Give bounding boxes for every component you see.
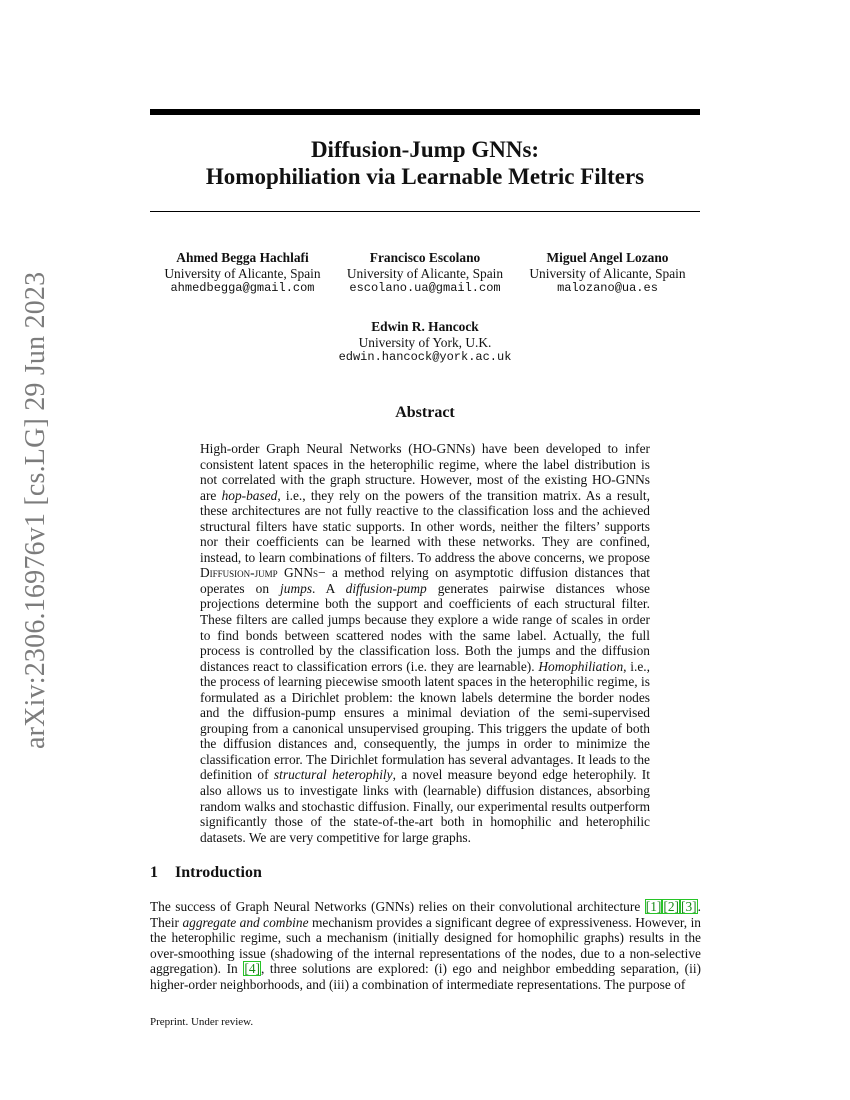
- citation-link[interactable]: [2]: [663, 899, 680, 914]
- intro-text: The success of Graph Neural Networks (GNNs) relies on their convolutional architecture: [150, 899, 645, 914]
- author-email[interactable]: escolano.ua@gmail.com: [349, 281, 501, 295]
- section-heading: [150, 864, 262, 882]
- intro-text: . Their: [150, 899, 701, 930]
- abstract-text: − a method relying on asymptotic diffusion distances that operates on: [200, 565, 651, 596]
- citation-link[interactable]: [3]: [681, 899, 697, 914]
- abstract-text: , a novel measure beyond edge heterophily. It also allows us to investigate links with (learnable) diffusion distances, absorbing random walks and stochastic diffusion. Finally, our experimental results outperform significantly those of the state-of-the-art both in homophilic and heterophilic datasets. We are very competitive for large graphs.: [200, 767, 650, 845]
- author-name: Francisco Escolano: [369, 250, 481, 265]
- title-line-1: Diffusion-Jump GNNs:: [310, 137, 540, 162]
- abstract-emphasis: jumps: [280, 580, 313, 596]
- author-block: [150, 250, 335, 297]
- intro-emphasis: aggregate and combine: [182, 914, 309, 930]
- abstract-text: generates pairwise distances whose projections determine both the support and coefficients of each structural filter. These filters are called jumps because they explore a wide range of scales in order to find bonds between scattered nodes with the same label. Actually, the full process is controlled by the classification loss. Both the jumps and the diffusion distances react to classification errors (i.e. they are learnable).: [200, 580, 650, 674]
- abstract-emphasis: hop-based: [221, 487, 278, 503]
- author-affiliation: University of Alicante, Spain: [346, 265, 504, 281]
- abstract-emphasis: diffusion-pump: [345, 580, 427, 596]
- title-top-rule: [150, 109, 700, 115]
- title-bottom-rule: [150, 211, 700, 212]
- author-affiliation: University of York, U.K.: [358, 334, 492, 350]
- author-block: [335, 250, 515, 297]
- method-name: Diffusion-jump GNNs: [200, 565, 319, 581]
- paper-title: [150, 136, 700, 190]
- section-title: Introduction: [175, 864, 262, 881]
- intro-text: , three solutions are explored: (i) ego and neighbor embedding separation, (ii) higher-order neighborhoods, and (iii) a combination of intermediate representations. The purpose of: [150, 961, 701, 992]
- title-line-2: Homophiliation via Learnable Metric Filters: [205, 164, 645, 189]
- author-name: Ahmed Begga Hachlafi: [176, 250, 309, 265]
- author-name: Edwin R. Hancock: [371, 319, 479, 334]
- section-number: 1: [150, 864, 158, 881]
- abstract-emphasis: structural heterophily: [273, 767, 393, 783]
- author-email[interactable]: edwin.hancock@york.ac.uk: [338, 350, 512, 364]
- author-name: Miguel Angel Lozano: [546, 250, 669, 265]
- abstract-emphasis: Homophiliation: [538, 658, 624, 674]
- abstract-text: , i.e., the process of learning piecewise smooth latent spaces in the heterophilic regime, is formulated as a Dirichlet problem: the known labels determine the border nodes and the diffusion-pump ensures a minimal deviation of the semi-supervised grouping from a canonical unsupervised grouping. This triggers the update of both the diffusion distances and, consequently, the jumps in order to minimize the classification error. The Dirichlet formulation has several advantages. It leads to the definition of: [200, 658, 650, 783]
- introduction-body: [150, 899, 701, 992]
- abstract-heading: Abstract: [395, 404, 455, 421]
- intro-text: mechanism provides a significant degree of expressiveness. However, in the heterophilic regime, such a mechanism (initially designed for homophilic graphs) results in the over-smoothing issue (shadowing of the internal representations of the nodes, due to a non-selective aggregation). In: [150, 914, 701, 977]
- abstract-body: [200, 441, 650, 845]
- author-affiliation: University of Alicante, Spain: [529, 265, 686, 281]
- footer-note: Preprint. Under review.: [150, 1016, 254, 1028]
- author-email[interactable]: malozano@ua.es: [557, 281, 658, 295]
- abstract-text: , i.e., they rely on the powers of the transition matrix. As a result, these architectures are not fully reactive to the classification loss and the achieved structural filters have static supports. In other words, neither the filters’ supports nor their coefficients can be learned with these networks. They are confined, instead, to learn combinations of filters. To address the above concerns, we propose: [200, 487, 650, 565]
- author-affiliation: University of Alicante, Spain: [164, 265, 321, 281]
- author-email[interactable]: ahmedbegga@gmail.com: [170, 281, 315, 295]
- citation-link[interactable]: [4]: [244, 961, 260, 977]
- citation-link[interactable]: [1]: [645, 899, 662, 914]
- author-block: [300, 319, 550, 366]
- arxiv-stamp: arXiv:2306.16976v1 [cs.LG] 29 Jun 2023: [20, 271, 51, 749]
- abstract-text: High-order Graph Neural Networks (HO-GNNs) have been developed to infer consistent latent spaces in the heterophilic regime, where the label distribution is not correlated with the graph structure. However, most of the existing HO-GNNs are: [200, 441, 650, 503]
- abstract-text: . A: [312, 580, 346, 596]
- author-block: [515, 250, 700, 297]
